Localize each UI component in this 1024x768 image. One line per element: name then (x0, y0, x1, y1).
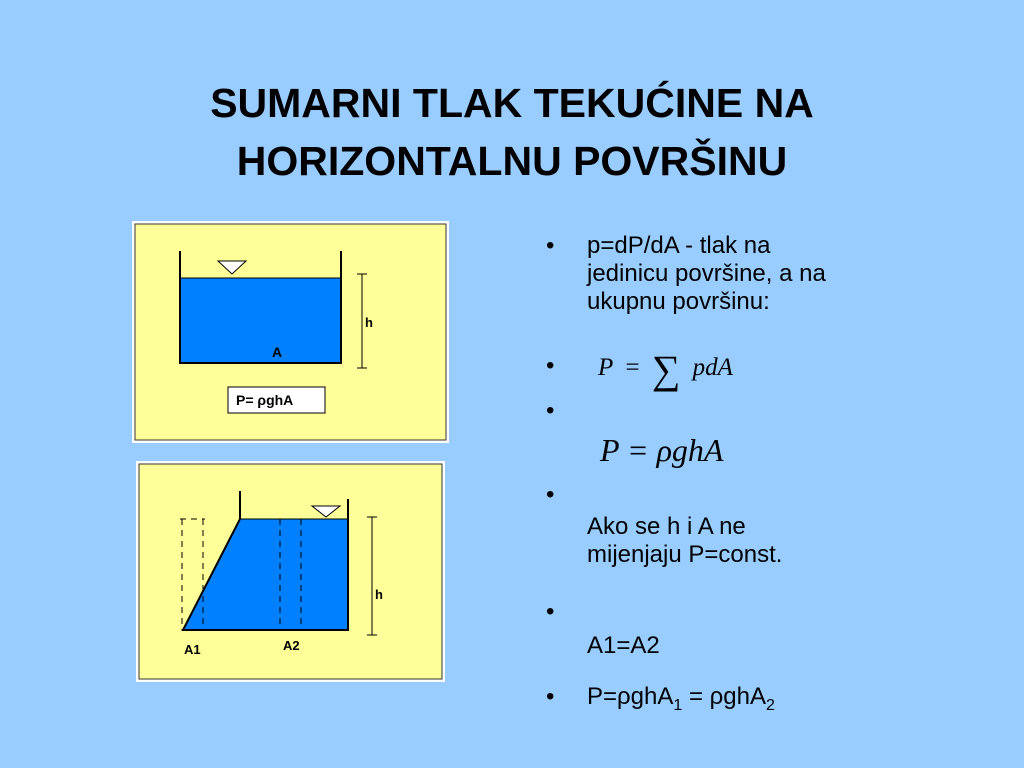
figure1-label-h: h (365, 315, 373, 330)
bullet-icon: • (546, 598, 555, 625)
bullet1-line3: ukupnu površinu: (587, 288, 770, 315)
bullet-icon: • (546, 397, 555, 424)
bullet6-formula: P=ρghA$_1$ = ρghA$_2$ (587, 683, 775, 714)
title-line-2: HORIZONTALNU POVRŠINU (236, 138, 788, 184)
figure1-fluid (180, 278, 341, 362)
figure2-label-A2: A2 (283, 638, 300, 653)
formula-p-rho-g-h-a: P = ρghA (600, 432, 724, 468)
bullet-icon: • (546, 352, 555, 379)
bullet-icon: • (546, 481, 555, 508)
bullet5-text: A1=A2 (587, 632, 660, 659)
figure1-formula-text: P= ρghA (236, 392, 294, 408)
figure-trapezoid-tank (136, 461, 445, 682)
sum-symbol: ∑ (651, 347, 681, 392)
bullet4-line2: mijenjaju P=const. (587, 541, 783, 568)
slide-title (0, 74, 1024, 190)
title-line-1: SUMARNI TLAK TEKUĆINE NA (210, 80, 814, 126)
figure-rectangular-tank (132, 221, 449, 443)
bullet1-line2: jedinicu površine, a na (587, 260, 826, 287)
bullet-icon: • (546, 683, 555, 710)
figure2-label-A1: A1 (184, 642, 201, 657)
formula-sum: P = ∑ pdA (598, 347, 733, 392)
figure2-label-h: h (375, 587, 383, 602)
bullet-icon: • (546, 232, 555, 259)
bullet4-line1: Ako se h i A ne (587, 513, 746, 540)
bullet1-line1: p=dP/dA - tlak na (587, 232, 771, 259)
figure1-label-A: A (272, 344, 283, 360)
